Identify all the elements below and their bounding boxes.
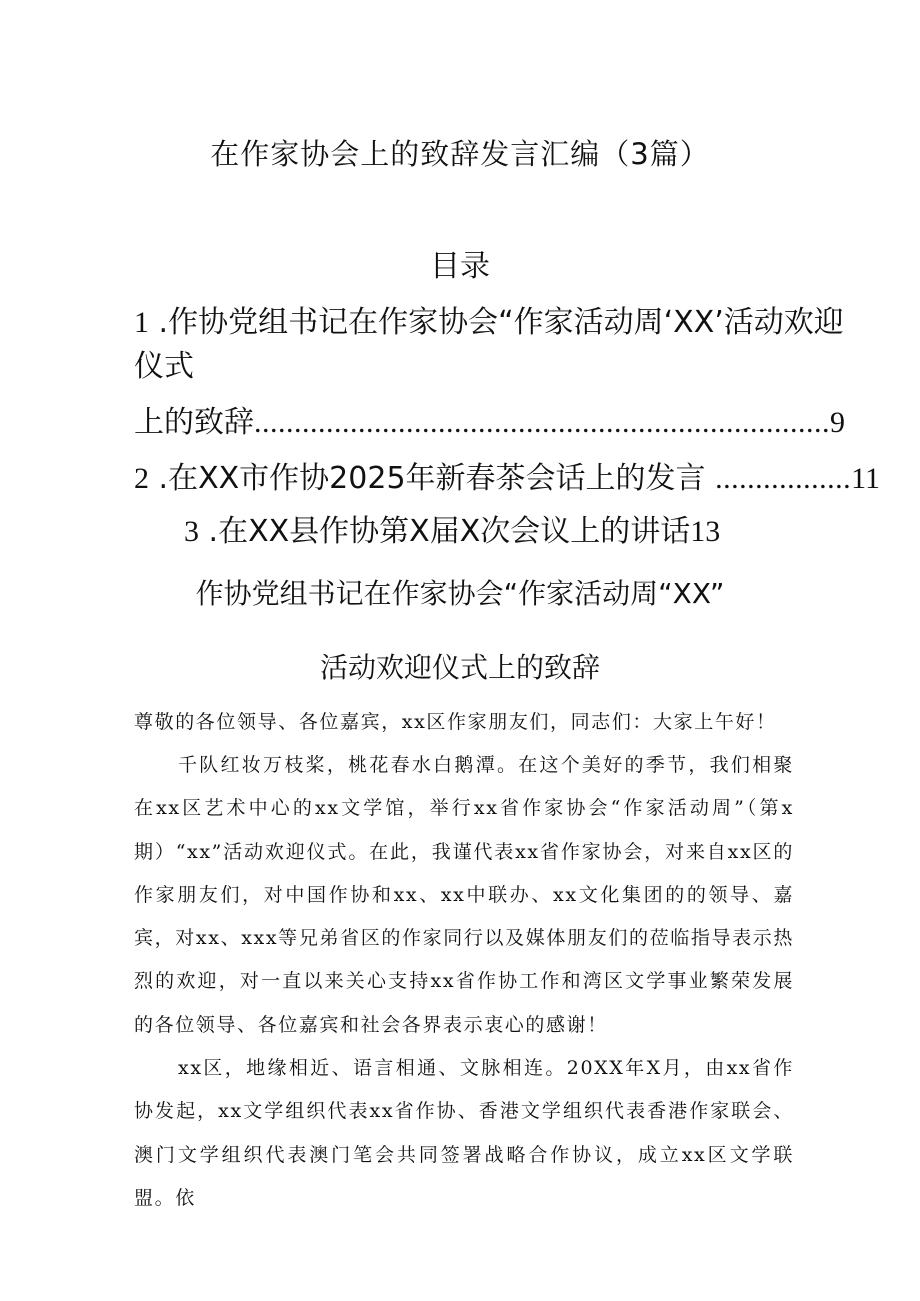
body-paragraph: 千队红妆万枝桨，桃花春水白鹅潭。在这个美好的季节，我们相聚在xx区艺术中心的xx文学馆，举行xx省作家协会“作家活动周”（第x期）“xx”活动欢迎仪式。在此，我谨代表xx省作家协会，对来自xx区的作家朋友们，对中国作协和xx、xx中联办、xx文化集团的的领导、嘉宾，对xx、xxx等兄弟省区的作家同行以及媒体朋友们的莅临指导表示热烈的欢迎，对一直以来关心支持xx省作协工作和湾区文学事业繁荣发展的各位领导、各位嘉宾和社会各界表示衷心的感谢！ xyxy=(134,754,794,1036)
toc-item-number: 2 xyxy=(134,462,149,495)
toc-item-text: .在XX市作协2025年新春茶会话上的发言 xyxy=(158,461,706,496)
toc-leader-dots: ........................................................................ xyxy=(254,406,830,439)
article-title-line-2: 活动欢迎仪式上的致辞 xyxy=(319,651,600,684)
toc-item-2[interactable] xyxy=(134,453,880,497)
article-title-line-1: 作协党组书记在作家协会“作家活动周“XX” xyxy=(195,577,725,610)
toc-item-text: 仪式 xyxy=(134,349,194,384)
toc-page-number: 11 xyxy=(851,462,880,495)
toc-item-1[interactable] xyxy=(134,297,844,341)
body-paragraph-salutation: 尊敬的各位领导、各位嘉宾，xx区作家朋友们，同志们：大家上午好！ xyxy=(134,711,777,733)
toc-page-number: 13 xyxy=(690,515,721,548)
toc-item-number: 3 xyxy=(184,515,199,548)
document-title: 在作家协会上的致辞发言汇编（3篇） xyxy=(210,137,710,171)
toc-leader-dots: ................. xyxy=(715,462,852,495)
toc-heading: 目录 xyxy=(430,249,490,284)
toc-item-3[interactable] xyxy=(184,506,720,550)
body-paragraph: xx区，地缘相近、语言相通、文脉相连。20XX年X月，由xx省作协发起，xx文学组织代表xx省作协、香港文学组织代表香港作家联会、澳门文学组织代表澳门笔会共同签署战略合作协议，成立xx区文学联盟。依 xyxy=(134,1057,794,1209)
toc-item-1-tail[interactable] xyxy=(134,397,845,441)
toc-item-text: 上的致辞 xyxy=(134,405,254,440)
toc-item-number: 1 xyxy=(134,306,149,339)
toc-item-1-continued xyxy=(134,341,194,385)
toc-item-text: .在XX县作协第X届X次会议上的讲话 xyxy=(208,514,691,549)
toc-page-number: 9 xyxy=(830,406,845,439)
toc-item-text: .作协党组书记在作家协会“作家活动周‘XX’活动欢迎 xyxy=(158,305,844,340)
